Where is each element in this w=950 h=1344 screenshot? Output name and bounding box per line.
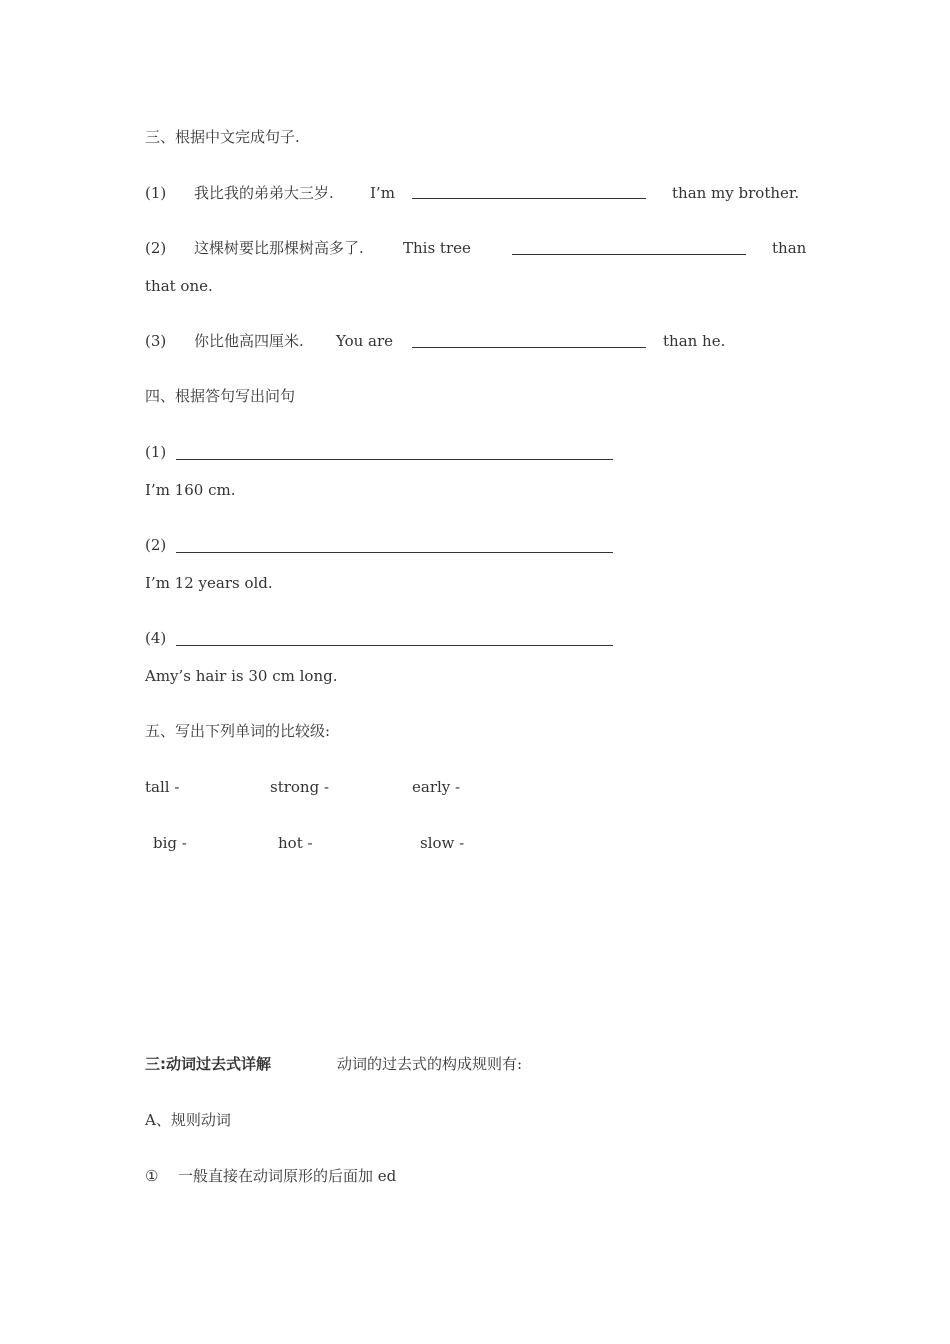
s3-item3-chinese: 你比他高四厘米.	[194, 332, 304, 350]
grammar-subheading: A、规则动词	[145, 1111, 231, 1129]
s3-item3-blank[interactable]	[412, 347, 646, 348]
word-tall: tall -	[145, 778, 180, 796]
s3-item3-num: (3)	[145, 332, 167, 350]
s4-item2-num: (2)	[145, 536, 167, 554]
s4-item1-num: (1)	[145, 443, 167, 461]
s3-item2-chinese: 这棵树要比那棵树高多了.	[194, 239, 364, 257]
word-slow: slow -	[420, 834, 465, 852]
s3-item2-suffix: than	[772, 239, 807, 257]
word-strong: strong -	[270, 778, 330, 796]
s3-item1-num: (1)	[145, 184, 167, 202]
word-big: big -	[153, 834, 187, 852]
section5-heading: 五、写出下列单词的比较级:	[145, 722, 331, 740]
s3-item2-prefix: This tree	[403, 239, 471, 257]
section4-heading: 四、根据答句写出问句	[145, 387, 296, 405]
word-hot: hot -	[278, 834, 313, 852]
s3-item2-continuation: that one.	[145, 277, 213, 295]
s4-item3-answer: Amy’s hair is 30 cm long.	[145, 667, 338, 685]
s4-item1-blank[interactable]	[176, 459, 613, 460]
s4-item3-blank[interactable]	[176, 645, 613, 646]
s3-item3-prefix: You are	[336, 332, 394, 350]
s3-item1-chinese: 我比我的弟弟大三岁.	[194, 184, 334, 202]
word-early: early -	[412, 778, 461, 796]
grammar-heading: 三:动词过去式详解	[145, 1055, 271, 1073]
rule1-text: 一般直接在动词原形的后面加 ed	[178, 1167, 397, 1185]
s4-item2-answer: I’m 12 years old.	[145, 574, 273, 592]
s4-item1-answer: I’m 160 cm.	[145, 481, 236, 499]
rule1-number: ①	[145, 1167, 159, 1185]
s3-item2-blank[interactable]	[512, 254, 746, 255]
s3-item1-prefix: I’m	[370, 184, 395, 202]
s4-item2-blank[interactable]	[176, 552, 613, 553]
s3-item2-num: (2)	[145, 239, 167, 257]
section3-heading: 三、根据中文完成句子.	[145, 128, 300, 146]
s3-item1-suffix: than my brother.	[672, 184, 800, 202]
s3-item1-blank[interactable]	[412, 198, 646, 199]
s3-item3-suffix: than he.	[663, 332, 726, 350]
s4-item3-num: (4)	[145, 629, 167, 647]
grammar-intro: 动词的过去式的构成规则有:	[337, 1055, 523, 1073]
